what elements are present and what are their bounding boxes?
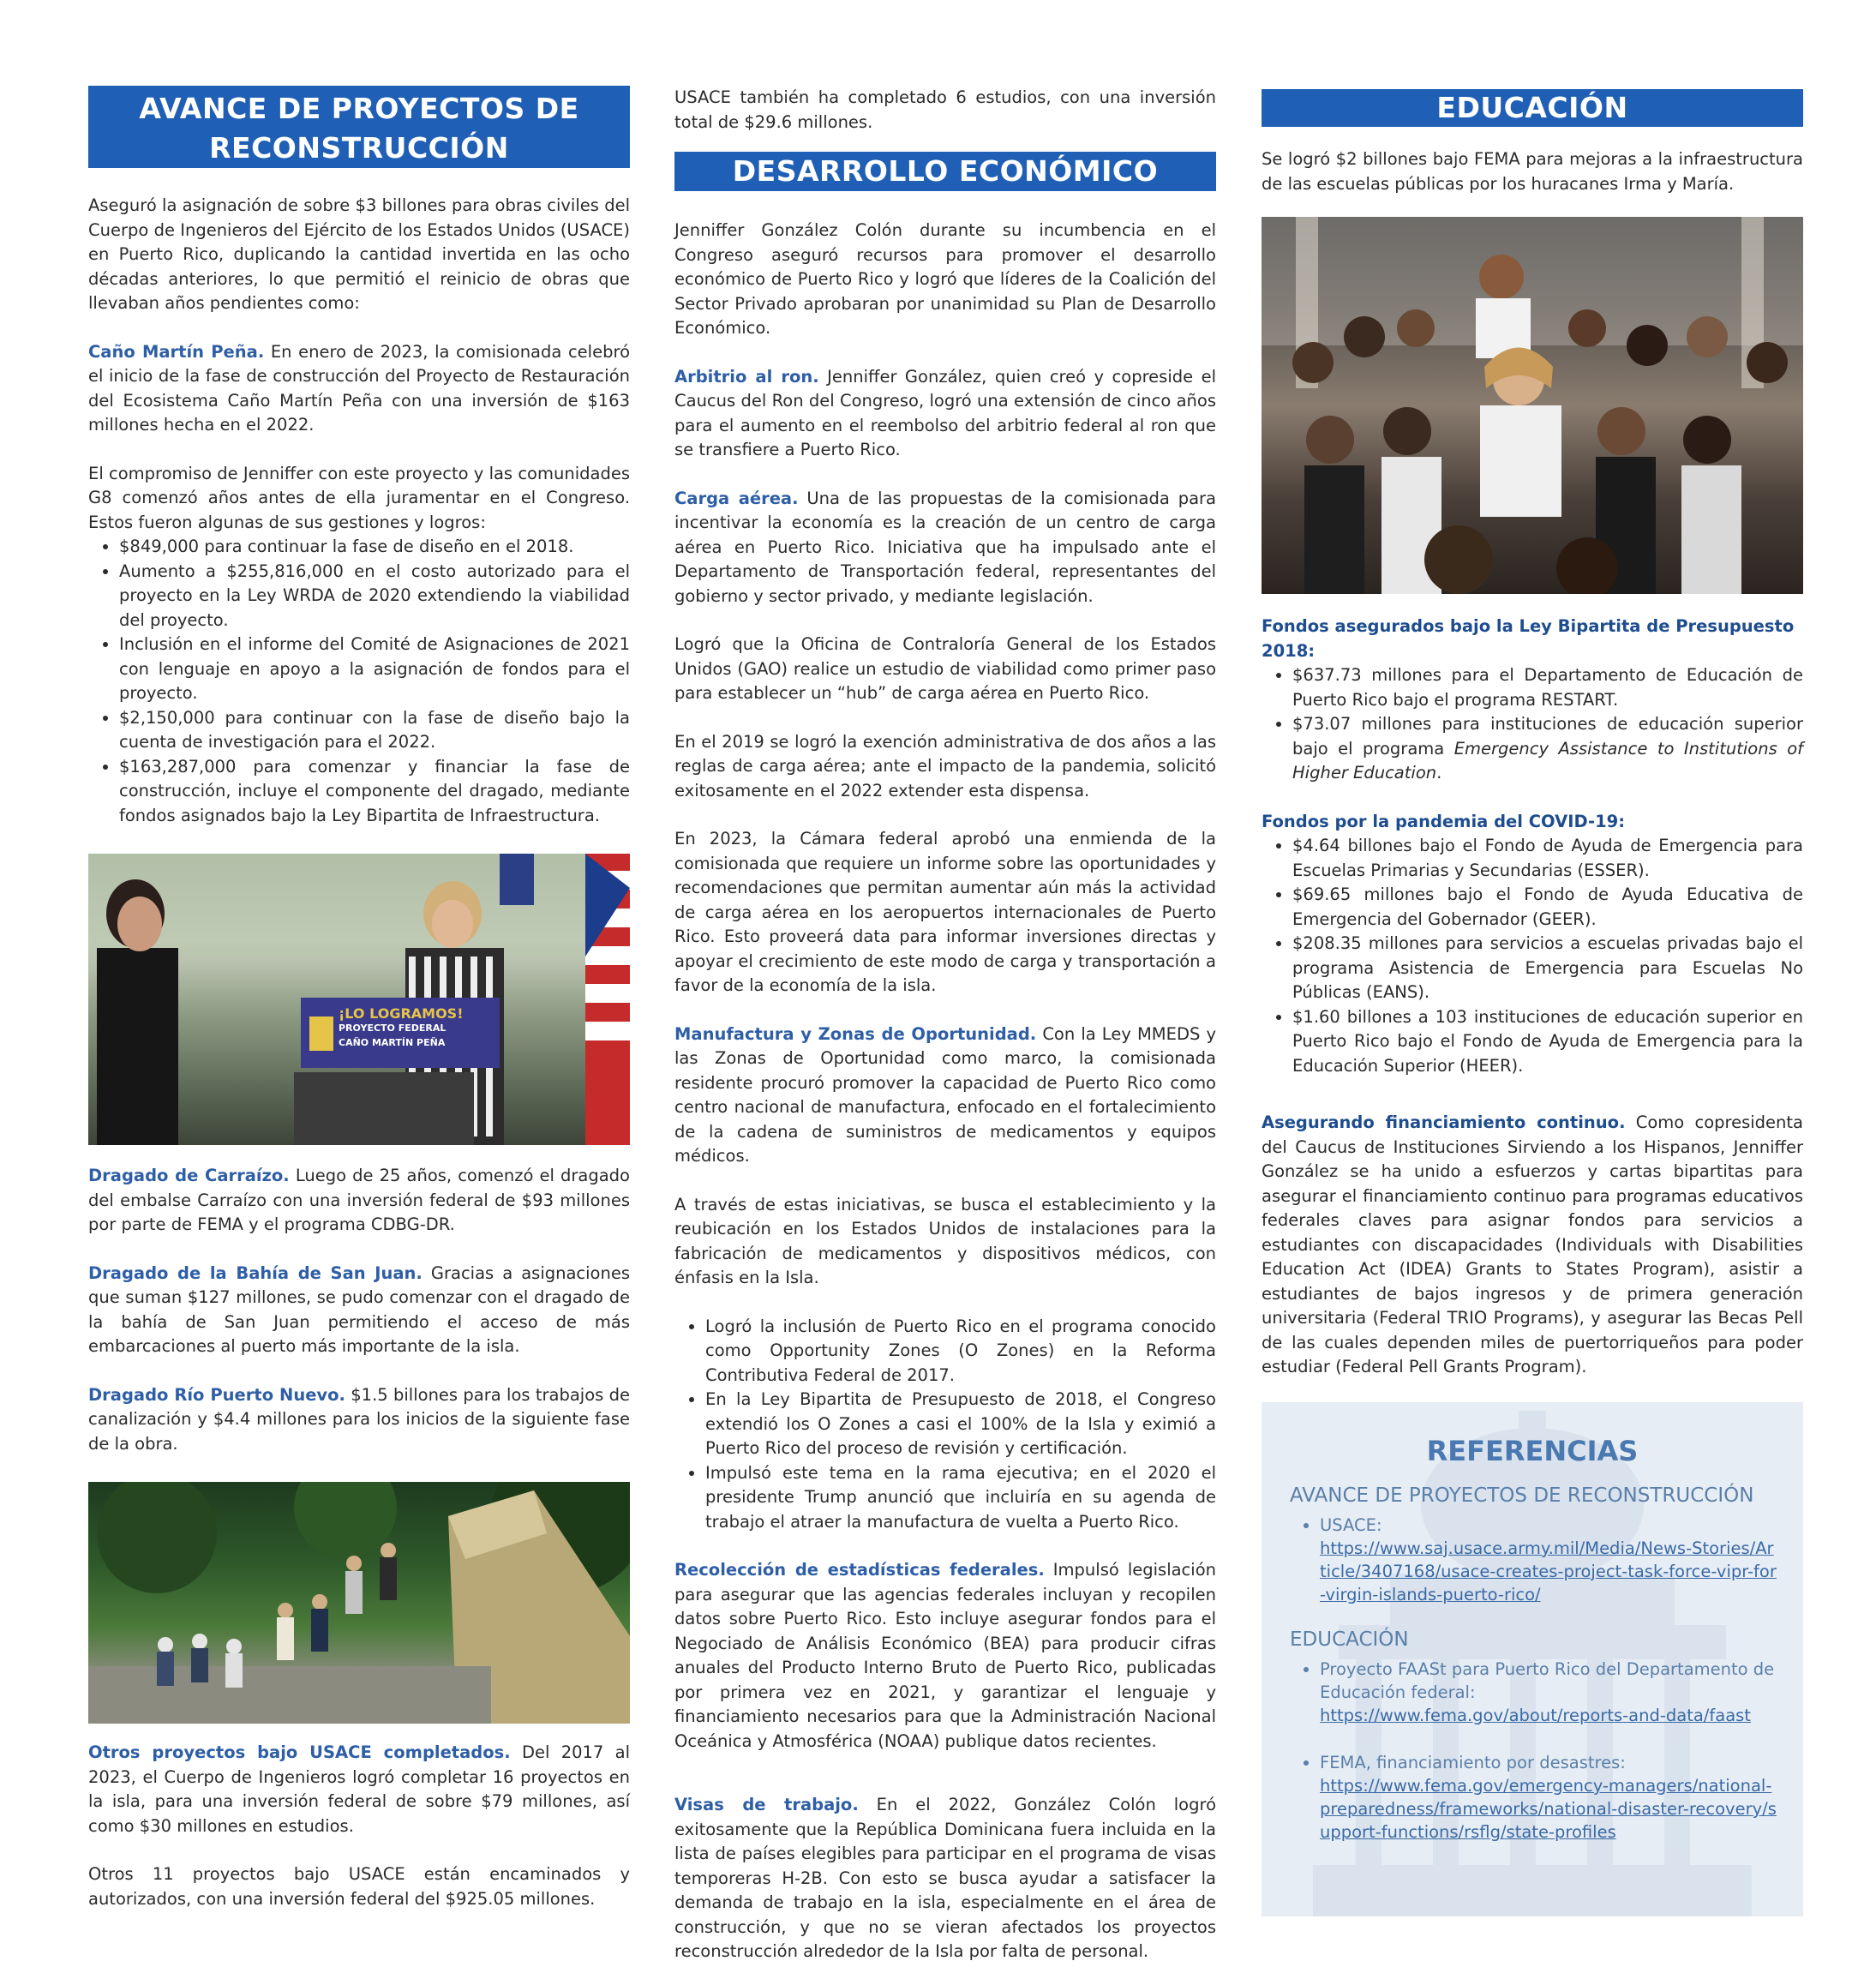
reference-link[interactable]: https://www.fema.gov/emergency-managers/national-preparedness/frameworks/national-disaster-recovery/support-functions/rsflg/state-profiles — [1320, 1776, 1777, 1842]
educacion-intro: Se logró $2 billones bajo FEMA para mejoras a la infraestructura de las escuelas públicas por los huracanes Irma y María. — [1262, 149, 1803, 194]
fondos-2018-bullets — [1262, 663, 1803, 786]
list-item: • $849,000 para continuar la fase de diseño en el 2018. — [119, 535, 630, 560]
list-item: • $208.35 millones para servicios a escuelas privadas bajo el programa Asistencia de Emergencia para Escuelas No Públicas (EANS). — [1292, 932, 1803, 1005]
visas-paragraph: Visas de trabajo. En el 2022, González Colón logró exitosamente que la República Dominicana fuera incluida en la lista de países elegibles para participar en el programa de visas temporeras H-2B. Con esto se busca ayudar a satisfacer la demanda de trabajo en la isla, especialmente en el área de construcción, y que no se vieran afectados los proyectos reconstrucción alrededor de la Isla por falta de personal. — [674, 1795, 1216, 1961]
list-item: • Impulsó este tema en la rama ejecutiva; en el 2020 el presidente Trump anunció que incluiría en su agenda de trabajo el atraer la manufactura de vuelta a Puerto Rico. — [705, 1461, 1216, 1535]
section-banner-educacion: EDUCACIÓN — [1262, 89, 1803, 127]
reference-link[interactable]: https://www.fema.gov/about/reports-and-data/faast — [1320, 1706, 1751, 1725]
covid-bullets — [1262, 834, 1803, 1078]
ozones-bullets — [674, 1315, 1216, 1535]
list-item: • En la Ley Bipartita de Presupuesto de 2018, el Congreso extendió los O Zones a casi el 100% de la Isla y eximió a Puerto Rico del proceso de revisión y certificación. — [705, 1388, 1216, 1461]
list-item: • Aumento a $255,816,000 en el costo autorizado para el proyecto en la Ley WRDA de 2020 extendiendo la viabilidad del proyecto. — [119, 560, 630, 633]
podium-sign: ¡LO LOGRAMOS! PROYECTO FEDERAL CAÑO MARTÍN PEÑA — [339, 1005, 464, 1048]
list-item: • USACE: https://www.saj.usace.army.mil/Media/News-Stories/Article/3407168/usace-creates-project-task-force-vipr-for-virgin-islands-puerto-rico/ — [1320, 1514, 1777, 1606]
exencion-paragraph: En el 2019 se logró la exención administrativa de dos años a las reglas de carga aérea; ante el impacto de la pandemia, solicitó exitosamente en el 2022 extender esta dispensa. — [674, 731, 1216, 801]
photo-scene — [88, 1482, 630, 1724]
manufactura-paragraph: Manufactura y Zonas de Oportunidad. Con la Ley MMEDS y las Zonas de Oportunidad como marco, la comisionada residente procuró promover la capacidad de Puerto Rico como centro nacional de manufactura, enfocado en el fortalecimiento de la cadena de suministros de medicamentos y equipos médicos. — [674, 1023, 1216, 1166]
photo-dragado — [88, 1482, 630, 1724]
usace-estudios-paragraph: USACE también ha completado 6 estudios, con una inversión total de $29.6 millones. — [674, 87, 1216, 132]
intro-paragraph: Aseguró la asignación de sobre $3 billones para obras civiles del Cuerpo de Ingenieros del Ejército de los Estados Unidos (USACE) en Puerto Rico, duplicando la cantidad invertida en las ocho décadas anteriores, lo que permitió el reinicio de obras que llevaban años pendientes como: — [88, 195, 630, 313]
carga-paragraph: Carga aérea. Una de las propuestas de la comisionada para incentivar la economía es la creación de un centro de carga aérea en Puerto Rico. Iniciativa que ha impulsado ante el Departamento de Transportación federal, representantes del gobierno y sector privado, y mediante legislación. — [674, 488, 1216, 606]
photo-students — [1262, 217, 1803, 594]
list-item: • $73.07 millones para instituciones de educación superior bajo el programa Emergency Assistance to Institutions of Higher Education. — [1292, 712, 1803, 786]
list-item: • $4.64 billones bajo el Fondo de Ayuda de Emergencia para Escuelas Primarias y Secundarias (ESSER). — [1292, 834, 1803, 883]
references-subheading: EDUCACIÓN — [1290, 1628, 1409, 1651]
list-item: • Proyecto FAASt para Puerto Rico del Departamento de Educación federal: https://www.fema.gov/about/reports-and-data/faast — [1320, 1658, 1777, 1727]
reference-link[interactable]: https://www.saj.usace.army.mil/Media/News-Stories/Article/3407168/usace-creates-project-task-force-vipr-for-virgin-islands-puerto-rico/ — [1320, 1538, 1777, 1604]
gao-paragraph: Logró que la Oficina de Contraloría General de los Estados Unidos (GAO) realice un estudio de viabilidad como primer paso para establecer un “hub” de carga aérea en Puerto Rico. — [674, 634, 1216, 703]
camara-paragraph: En 2023, la Cámara federal aprobó una enmienda de la comisionada que requiere un informe sobre las oportunidades y recomendaciones que permitan aumentar aún más la actividad de carga aérea en los aeropuertos internacionales de Puerto Rico. Esto proveerá data para informar inversiones directas y apoyar el crecimiento de este modo de carga y transportación a favor de la economía de la isla. — [674, 829, 1216, 995]
list-item: • Inclusión en el informe del Comité de Asignaciones de 2021 con lenguaje en apoyo a la asignación de fondos para el proyecto. — [119, 633, 630, 706]
traves-paragraph: A través de estas iniciativas, se busca el establecimiento y la reubicación en los Estados Unidos de instalaciones para la fabricación de medicamentos y dispositivos médicos, con énfasis en la Isla. — [674, 1194, 1216, 1287]
covid-heading: Fondos por la pandemia del COVID-19: — [1262, 811, 1626, 831]
compromiso-paragraph: El compromiso de Jenniffer con este proyecto y las comunidades G8 comenzó años antes de ella juramentar en el Congreso. Estos fueron algunas de sus gestiones y logros: — [88, 463, 630, 532]
column-educacion — [1262, 89, 1803, 1380]
cano-bullets — [88, 535, 630, 828]
references-list — [1262, 1658, 1803, 1844]
fondos-2018-heading: Fondos asegurados bajo la Ley Bipartita de Presupuesto 2018: — [1262, 616, 1795, 661]
references-list — [1262, 1514, 1803, 1606]
references-subheading: AVANCE DE PROYECTOS DE RECONSTRUCCIÓN — [1290, 1484, 1754, 1507]
column-reconstruccion — [88, 86, 630, 1911]
cano-lead: Caño Martín Peña. — [88, 341, 265, 362]
photo-cano-martin-pena — [88, 854, 630, 1145]
list-item: • $637.73 millones para el Departamento de Educación de Puerto Rico bajo el programa RESTART. — [1292, 663, 1803, 712]
section-banner-desarrollo: DESARROLLO ECONÓMICO — [674, 152, 1216, 191]
photo-scene — [88, 854, 630, 1145]
asegurando-paragraph: Asegurando financiamiento continuo. Como copresidenta del Caucus de Instituciones Sirviendo a los Hispanos, Jenniffer González se ha unido a esfuerzos y cartas bipartitas para asegurar el financiamiento continuo para programas educativos federales claves para asignar fondos para servicios a estudiantes con discapacidades (Individuals with Disabilities Education Act (IDEA) Grants to States Program), asistir a estudiantes de bajos ingresos y de primera generación universitaria (Federal TRIO Programs), y asegurar las Becas Pell de las cuales dependen miles de puertorriqueños para poder estudiar (Federal Pell Grants Program). — [1262, 1112, 1803, 1376]
estadisticas-paragraph: Recolección de estadísticas federales. Impulsó legislación para asegurar que las agencias federales incluyan y recopilen datos sobre Puerto Rico. Esto incluye asegurar fondos para el Negociado de Análisis Económico (BEA) para producir cifras anuales del Producto Interno Bruto de Puerto Rico, publicadas por primera vez en 2021, y garantizar el lenguaje y financiamiento necesarios para que la Administración Nacional Oceánica y Atmosférica (NOAA) publique datos recientes. — [674, 1560, 1216, 1751]
carraizo-paragraph: Dragado de Carraízo. Luego de 25 años, comenzó el dragado del embalse Carraízo con una inversión federal de $93 millones por parte de FEMA y el programa CDBG-DR. — [88, 1166, 630, 1234]
section-banner-reconstruccion: AVANCE DE PROYECTOS DE RECONSTRUCCIÓN — [88, 86, 630, 168]
list-item: • FEMA, financiamiento por desastres: https://www.fema.gov/emergency-managers/national-preparedness/frameworks/national-disaster-recovery/support-functions/rsflg/state-profiles — [1320, 1751, 1777, 1844]
list-item: • Logró la inclusión de Puerto Rico en el programa conocido como Opportunity Zones (O Zones) en la Reforma Contributiva Federal de 2017. — [705, 1315, 1216, 1388]
list-item: • $163,287,000 para comenzar y financiar la fase de construcción, incluye el componente del dragado, mediante fondos asignados bajo la Ley Bipartita de Infraestructura. — [119, 755, 630, 829]
otros-paragraph: Otros proyectos bajo USACE completados. Del 2017 al 2023, el Cuerpo de Ingenieros logró completar 16 proyectos en la isla, para una inversión federal de sobre $79 millones, así como $30 millones en estudios. — [88, 1742, 630, 1836]
list-item: • $69.65 millones bajo el Fondo de Ayuda Educativa de Emergencia del Gobernador (GEER). — [1292, 883, 1803, 932]
references-box — [1262, 1402, 1803, 1916]
rio-paragraph: Dragado Río Puerto Nuevo. $1.5 billones para los trabajos de canalización y $4.4 millones para los inicios de la siguiente fase de la obra. — [88, 1384, 631, 1454]
cano-paragraph: Caño Martín Peña. En enero de 2023, la comisionada celebró el inicio de la fase de construcción del Proyecto de Restauración del Ecosistema Caño Martín Peña con una inversión de $163 millones hecha en el 2022. — [88, 341, 630, 435]
otros11-paragraph: Otros 11 proyectos bajo USACE están encaminados y autorizados, con una inversión federal del $925.05 millones. — [88, 1864, 630, 1909]
ron-paragraph: Arbitrio al ron. Jenniffer González, quien creó y copreside el Caucus del Ron del Congreso, logró una extensión de cinco años para el aumento en el reembolso del arbitrio federal al ron que se transfiere a Puerto Rico. — [674, 366, 1217, 459]
list-item: • $1.60 billones a 103 instituciones de educación superior en Puerto Rico bajo el Fondo de Ayuda de Emergencia para la Educación Superior (HEER). — [1292, 1005, 1803, 1079]
list-item: • $2,150,000 para continuar con la fase de diseño bajo la cuenta de investigación para el 2022. — [119, 706, 630, 755]
column-desarrollo — [674, 86, 1216, 1964]
references-title: REFERENCIAS — [1426, 1435, 1639, 1467]
photo-scene — [1262, 217, 1803, 594]
bahia-paragraph: Dragado de la Bahía de San Juan. Gracias a asignaciones que suman $127 millones, se pudo comenzar con el dragado de la bahía de San Juan permitiendo el acceso de más embarcaciones al puerto más importante de la isla. — [88, 1262, 631, 1356]
desarrollo-intro: Jenniffer González Colón durante su incumbencia en el Congreso aseguró recursos para promover el desarrollo económico de Puerto Rico y logró que líderes de la Coalición del Sector Privado aprobaran por unanimidad su Plan de Desarrollo Económico. — [674, 220, 1216, 338]
